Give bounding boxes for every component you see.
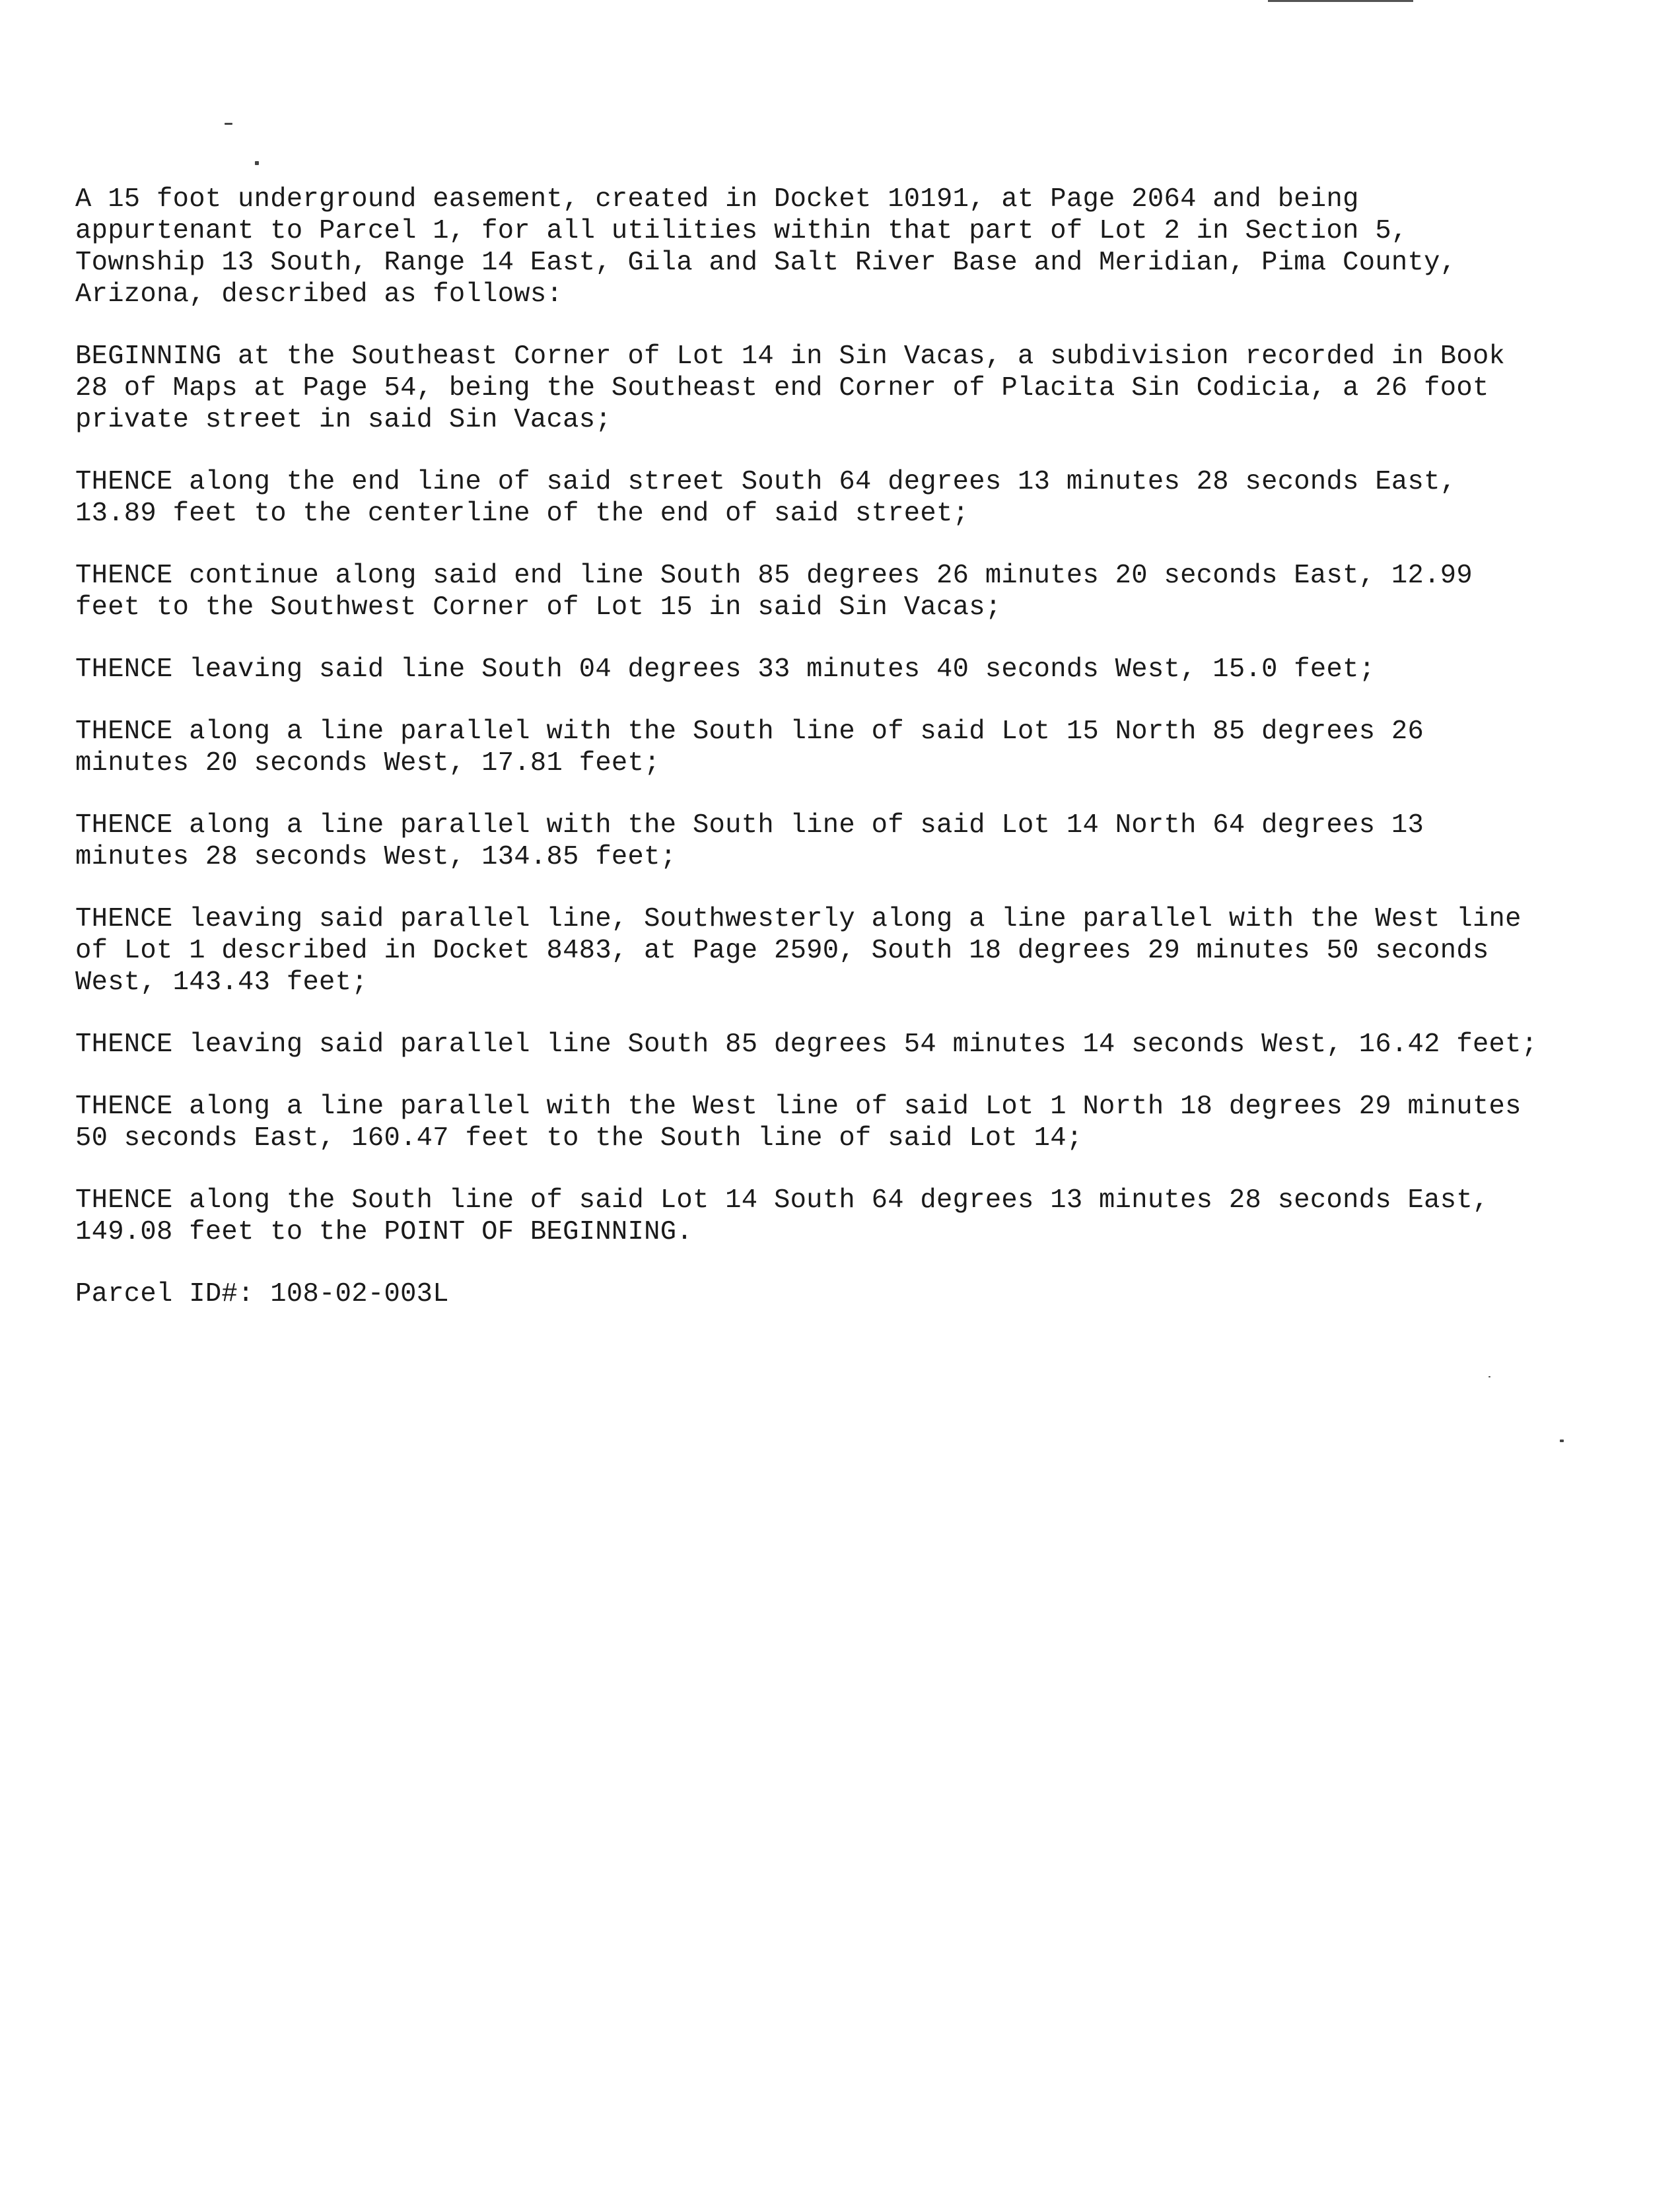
thence-paragraph-9: THENCE along the South line of said Lot 14 South 64 degrees 13 minutes 28 seconds East, 149.08 feet to the POINT OF BEGINNING. [75,1185,1489,1247]
scan-speck [225,123,232,125]
easement-intro-paragraph: A 15 foot underground easement, created in Docket 10191, at Page 2064 and being appurtenant to Parcel 1, for all utilities within that part of Lot 2 in Section 5, Township 13 South, Range 14 East, Gila and Salt River Base and Meridian, Pima County, Arizona, described as follows: [75,184,1457,310]
parcel-id: Parcel ID#: 108-02-003L [75,1279,449,1309]
top-rule-mark [1268,0,1413,2]
beginning-paragraph: BEGINNING at the Southeast Corner of Lot 14 in Sin Vacas, a subdivision recorded in Book 28 of Maps at Page 54, being the Southeast end Corner of Placita Sin Codicia, a 26 foot private street in said Sin Vacas; [75,341,1506,435]
thence-paragraph-1: THENCE along the end line of said street South 64 degrees 13 minutes 28 seconds East, 13.89 feet to the centerline of the end of said street; [75,467,1457,529]
thence-paragraph-8: THENCE along a line parallel with the West line of said Lot 1 North 18 degrees 29 minutes 50 seconds East, 160.47 feet to the South line of said Lot 14; [75,1092,1522,1154]
thence-paragraph-2: THENCE continue along said end line South 85 degrees 26 minutes 20 seconds East, 12.99 feet to the Southwest Corner of Lot 15 in said Sin Vacas; [75,561,1473,623]
legal-description [75,184,1614,1310]
scan-speck [1560,1440,1564,1442]
thence-paragraph-7: THENCE leaving said parallel line South 85 degrees 54 minutes 14 seconds West, 16.42 feet; [75,1029,1538,1060]
scan-speck [1488,1376,1490,1377]
thence-paragraph-4: THENCE along a line parallel with the South line of said Lot 15 North 85 degrees 26 minutes 20 seconds West, 17.81 feet; [75,716,1424,779]
thence-paragraph-3: THENCE leaving said line South 04 degrees 33 minutes 40 seconds West, 15.0 feet; [75,654,1376,685]
scan-speck [255,161,259,165]
thence-paragraph-5: THENCE along a line parallel with the South line of said Lot 14 North 64 degrees 13 minutes 28 seconds West, 134.85 feet; [75,810,1424,872]
thence-paragraph-6: THENCE leaving said parallel line, Southwesterly along a line parallel with the West line of Lot 1 described in Docket 8483, at Page 2590, South 18 degrees 29 minutes 50 seconds West, 143.43 feet; [75,904,1522,998]
